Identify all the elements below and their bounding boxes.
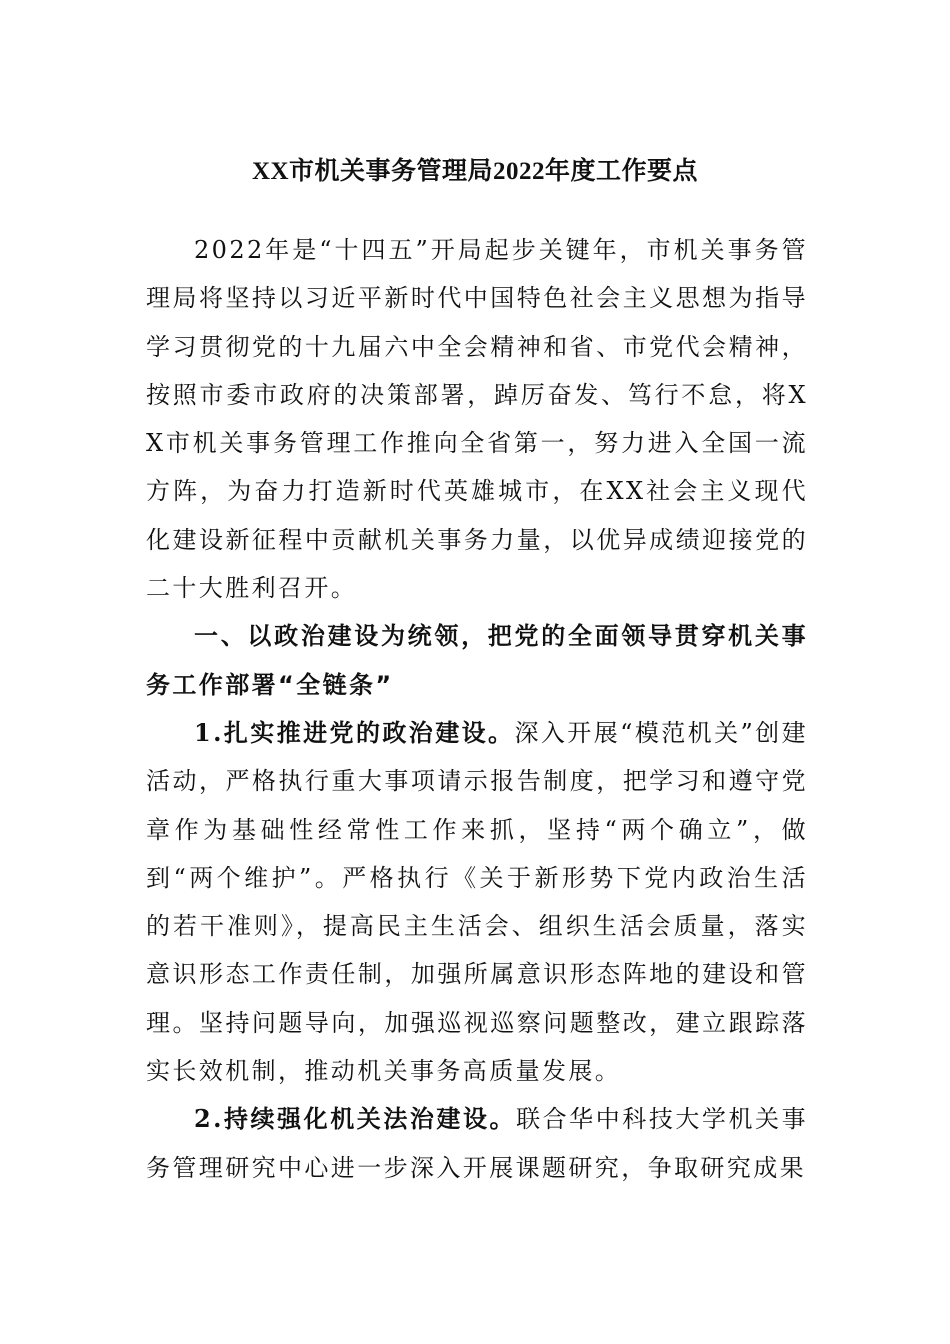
document-body (146, 226, 808, 1192)
item-lead-2: 2.持续强化机关法治建设。 (194, 1104, 517, 1134)
item-paragraph-2 (146, 1095, 808, 1192)
item-paragraph-1 (146, 709, 808, 1095)
item-text-2: 联合华中科技大学机关事务管理研究中心进一步深入开展课题研究，争取研究成果 (146, 1105, 808, 1182)
section-heading-1: 一、以政治建设为统领，把党的全面领导贯穿机关事务工作部署“全链条” (146, 622, 808, 699)
intro-paragraph: 2022年是“十四五”开局起步关键年，市机关事务管理局将坚持以习近平新时代中国特色社会主义思想为指导学习贯彻党的十九届六中全会精神和省、市党代会精神，按照市委市政府的决策部署，踔厉奋发、笃行不怠，将XX市机关事务管理工作推向全省第一，努力进入全国一流方阵，为奋力打造新时代英雄城市，在XX社会主义现代化建设新征程中贡献机关事务力量，以优异成绩迎接党的二十大胜利召开。 (146, 236, 808, 603)
item-lead-1: 1.扎实推进党的政治建设。 (194, 717, 515, 747)
document-title: XX市机关事务管理局2022年度工作要点 (251, 158, 699, 185)
item-text-1: 深入开展“模范机关”创建活动，严格执行重大事项请示报告制度，把学习和遵守党章作为基础性经常性工作来抓，坚持“两个确立”，做到“两个维护”。严格执行《关于新形势下党内政治生活的若干准则》，提高民主生活会、组织生活会质量，落实意识形态工作责任制，加强所属意识形态阵地的建设和管理。坚持问题导向，加强巡视巡察问题整改，建立跟踪落实长效机制，推动机关事务高质量发展。 (146, 718, 808, 1086)
